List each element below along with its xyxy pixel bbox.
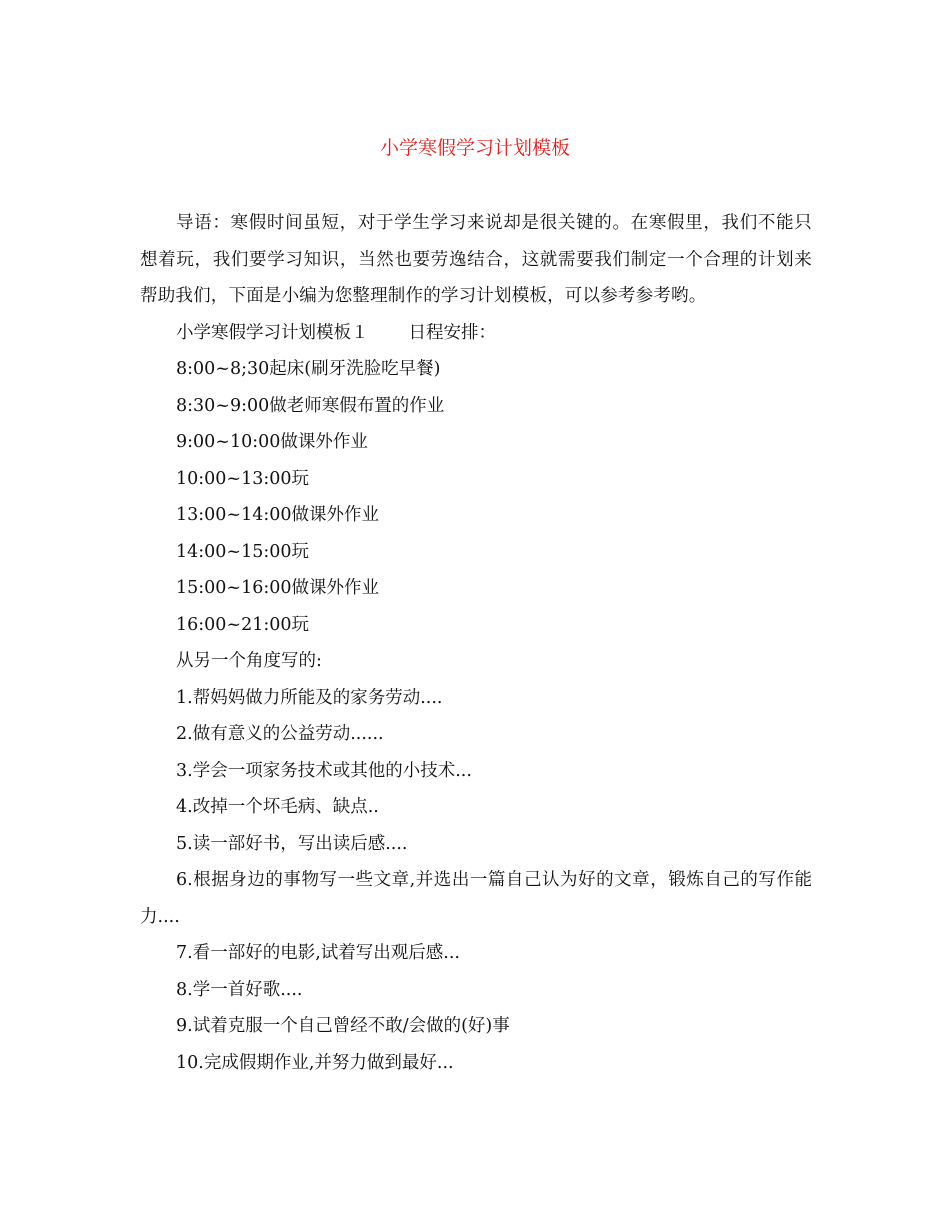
list-item: 4.改掉一个坏毛病、缺点.. (176, 797, 379, 817)
schedule-item: 9:00~10:00做课外作业 (176, 432, 368, 452)
schedule-label: 日程安排： (408, 322, 496, 343)
list-item: 5.读一部好书，写出读后感.... (176, 833, 408, 854)
intro-paragraph: 导语：寒假时间虽短，对于学生学习来说却是很关键的。在寒假里，我们不能只想着玩，我们要学习知识，当然也要劳逸结合，这就需要我们制定一个合理的计划来帮助我们，下面是小编为您整理制作的学习计划模板，可以参考参考哟。 (140, 213, 812, 306)
list-item: 2.做有意义的公益劳动...... (176, 724, 384, 744)
schedule-item: 13:00~14:00做课外作业 (176, 505, 380, 525)
schedule-item: 8:00~8;30起床(刷牙洗脸吃早餐) (176, 359, 441, 379)
alt-heading: 从另一个角度写的: (176, 651, 322, 671)
list-item: 7.看一部好的电影,试着写出观后感... (176, 943, 460, 963)
schedule-item: 10:00~13:00玩 (176, 468, 310, 489)
schedule-item: 16:00~21:00玩 (176, 614, 310, 635)
schedule-item: 8:30~9:00做老师寒假布置的作业 (176, 395, 445, 416)
document-title: 小学寒假学习计划模板 (379, 137, 570, 159)
schedule-item: 14:00~15:00玩 (176, 541, 310, 562)
list-item: 6.根据身边的事物写一些文章,并选出一篇自己认为好的文章，锻炼自己的写作能力.... (140, 870, 812, 927)
list-item: 9.试着克服一个自己曾经不敢/会做的(好)事 (176, 1016, 510, 1036)
list-item: 1.帮妈妈做力所能及的家务劳动.... (176, 687, 443, 708)
list-item: 3.学会一项家务技术或其他的小技术... (176, 760, 472, 781)
list-item: 8.学一首好歌.... (176, 979, 303, 1000)
schedule-item: 15:00~16:00做课外作业 (176, 578, 380, 598)
section-heading: 小学寒假学习计划模板１ (176, 322, 369, 343)
section-heading-line (140, 315, 812, 352)
document-body (140, 205, 812, 1081)
list-item: 10.完成假期作业,并努力做到最好... (176, 1052, 454, 1073)
